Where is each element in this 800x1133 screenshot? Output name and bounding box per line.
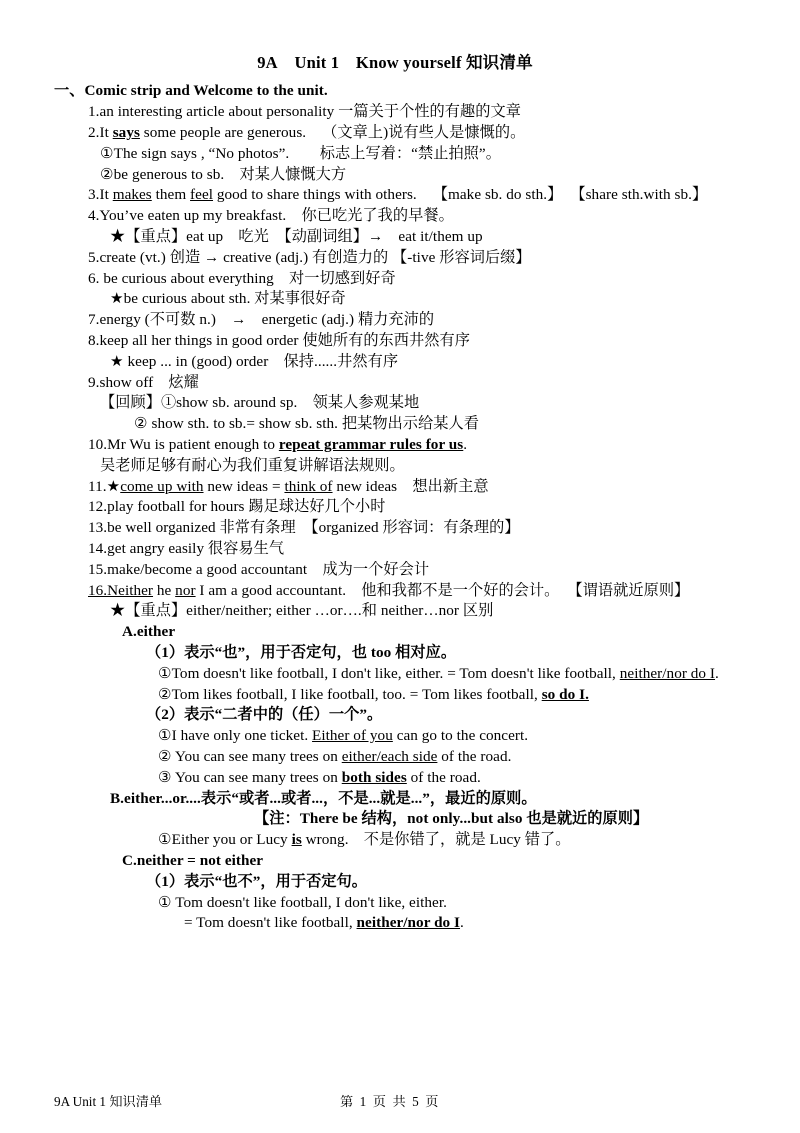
list-item — [54, 312, 782, 327]
emphasis-both-sides: both sides — [341, 768, 407, 786]
list-item — [54, 458, 782, 473]
emphasis-think-of: think of — [284, 477, 333, 495]
item-text: ② show sth. to sb.= show sb. sth. 把某物出示给某人看 — [134, 415, 479, 433]
example-text-part: ①I have only one ticket. — [158, 727, 313, 745]
example-item — [54, 770, 782, 785]
emphasis-either-each-side: either/each side — [341, 747, 438, 765]
footer-document-label: 9A Unit 1 知识清单 — [54, 1094, 163, 1109]
list-item — [54, 250, 782, 265]
list-item — [54, 229, 782, 244]
list-item — [54, 416, 782, 431]
list-item — [54, 333, 782, 348]
example-item — [54, 728, 782, 743]
subsection-c — [54, 853, 782, 868]
list-item — [54, 375, 782, 390]
item-text: ①The sign says , “No photos”. 标志上写着：“禁止拍照”。 — [100, 144, 501, 162]
example-text-part: of the road. — [406, 768, 481, 786]
emphasis-neither-nor-do-i-2: neither/nor do I — [356, 914, 461, 932]
list-item — [54, 437, 782, 452]
emphasis-nor: nor — [175, 581, 196, 599]
emphasis-either-of-you: Either of you — [312, 727, 393, 745]
example-item — [54, 687, 782, 702]
example-item — [54, 832, 782, 847]
rule-item — [54, 874, 782, 889]
item-text: 8.keep all her things in good order 使她所有的东西井然有序 — [88, 332, 470, 349]
item-text: 12.play football for hours 踢足球达好几个小时 — [88, 498, 386, 516]
item-text-part: 【谓语就近原则】 — [567, 581, 690, 599]
subsection-b-label: B.either...or....表示“或者...或者...，不是...就是...”，最近的原则。 — [110, 789, 537, 807]
emphasis-says: says — [112, 124, 140, 142]
item-text: ②be generous to sb. 对某人慷慨大方 — [100, 165, 347, 183]
list-item — [54, 603, 782, 618]
item-text-part: them — [151, 186, 191, 204]
list-item — [54, 104, 782, 119]
example-text-part: ①Either you or Lucy — [158, 831, 292, 849]
footer-page-number: 第 1 页 共 5 页 — [340, 1094, 441, 1109]
list-item — [54, 583, 782, 598]
rule-item — [54, 645, 782, 660]
item-text: 4.You’ve eaten up my breakfast. 你已吃光了我的早餐。 — [88, 207, 454, 225]
emphasis-is: is — [291, 831, 302, 849]
page-footer — [0, 1091, 800, 1111]
item-text: 吴老师足够有耐心为我们重复讲解语法规则。 — [100, 456, 405, 474]
subsection-b — [54, 791, 782, 806]
subsection-c-label: C.neither = not either — [122, 851, 264, 869]
emphasis-neither: 16.Neither — [88, 581, 154, 599]
emphasis-repeat-grammar-rules: repeat grammar rules for us — [278, 435, 464, 453]
item-text: 7.energy (不可数 n.) → energetic (adj.) 精力充沛的 — [88, 311, 435, 329]
note-text: 【注：There be 结构，not only...but also 也是就近的原则】 — [254, 810, 649, 828]
example-text-part: . — [460, 914, 464, 932]
emphasis-makes: makes — [112, 186, 152, 204]
subsection-a — [54, 624, 782, 639]
item-text-part: （文章上)说有些人是慷慨的。 — [322, 124, 526, 142]
example-text-part: wrong. 不是你错了，就是 Lucy 错了。 — [301, 831, 571, 849]
item-text-part: 【share sth.with sb.】 — [570, 186, 708, 204]
item-text-part: . — [463, 435, 468, 453]
note-item — [54, 811, 782, 826]
item-text-part: he — [153, 581, 176, 599]
example-text-part: of the road. — [437, 747, 512, 765]
rule-text: （1）表示“也”，用于否定句，也 too 相对应。 — [146, 643, 457, 661]
item-text-part: new ideas = — [203, 477, 285, 495]
item-text: 13.be well organized 非常有条理 【organized 形容词：有条理的】 — [88, 519, 520, 537]
subsection-a-label: A.either — [122, 623, 176, 641]
list-item — [54, 395, 782, 410]
example-text-part: can go to the concert. — [392, 727, 529, 745]
rule-text: （2）表示“二者中的（任）一个”。 — [146, 706, 383, 724]
item-text: 【回顾】①show sb. around sp. 领某人参观某地 — [100, 394, 420, 412]
item-text: 1.an interesting article about personality 一篇关于个性的有趣的文章 — [88, 103, 521, 121]
list-item — [54, 499, 782, 514]
item-text: ★be curious about sth. 对某事很好奇 — [110, 290, 346, 308]
section-heading — [54, 83, 782, 98]
item-text-part: 2.It — [88, 124, 113, 142]
list-item — [54, 271, 782, 286]
item-text-part: I am a good accountant. 他和我都不是一个好的会计。 — [195, 581, 560, 599]
list-item — [54, 354, 782, 369]
item-text: 15.make/become a good accountant 成为一个好会计 — [88, 560, 430, 578]
emphasis-come-up-with: come up with — [120, 477, 204, 495]
list-item — [54, 541, 782, 556]
document-body — [0, 83, 800, 930]
emphasis-neither-nor-do-i: neither/nor do I — [619, 664, 716, 682]
item-text-part: 【make sb. do sth.】 — [432, 186, 563, 204]
rule-text: （1）表示“也不”，用于否定句。 — [146, 872, 368, 890]
list-item — [54, 146, 782, 161]
rule-item — [54, 707, 782, 722]
item-text-part: 11.★ — [88, 477, 121, 495]
list-item — [54, 562, 782, 577]
example-text-part: . — [715, 664, 719, 682]
example-text: ① Tom doesn't like football, I don't like, either. — [158, 893, 447, 911]
list-item — [54, 125, 782, 140]
example-text-part: = Tom doesn't like football, — [184, 914, 357, 932]
list-item — [54, 520, 782, 535]
item-text: 14.get angry easily 很容易生气 — [88, 539, 285, 557]
example-text-part: ③ You can see many trees on — [158, 768, 342, 786]
example-text-part: ② You can see many trees on — [158, 747, 342, 765]
list-item — [54, 208, 782, 223]
item-text: 6. be curious about everything 对一切感到好奇 — [88, 269, 396, 287]
item-text-part: some people are generous. — [139, 124, 307, 142]
list-item — [54, 167, 782, 182]
emphasis-so-do-i: so do I. — [541, 685, 589, 703]
example-item — [54, 915, 782, 930]
page-title: 9A Unit 1 Know yourself 知识清单 — [257, 53, 533, 72]
example-item — [54, 895, 782, 910]
emphasis-feel: feel — [190, 186, 214, 204]
example-item — [54, 749, 782, 764]
example-text-part: ①Tom doesn't like football, I don't like, either. = Tom doesn't like football, — [158, 664, 620, 682]
item-text-part: new ideas 想出新主意 — [332, 477, 489, 495]
list-item — [54, 187, 782, 202]
item-text: ★ keep ... in (good) order 保持......井然有序 — [110, 352, 399, 370]
list-item — [54, 479, 782, 494]
item-text: ★【重点】eat up 吃光 【动副词组】→ eat it/them up — [110, 228, 483, 246]
item-text: 5.create (vt.) 创造 → creative (adj.) 有创造力的 【-tive 形容词后缀】 — [88, 248, 531, 266]
example-item — [54, 666, 782, 681]
item-text: 9.show off 炫耀 — [88, 373, 199, 391]
item-text-part: 10.Mr Wu is patient enough to — [88, 435, 279, 453]
item-text-part: good to share things with others. — [213, 186, 417, 204]
example-text-part: ②Tom likes football, I like football, too. = Tom likes football, — [158, 685, 542, 703]
list-item — [54, 291, 782, 306]
item-text-part: 3.It — [88, 186, 113, 204]
section-heading-text: 一、Comic strip and Welcome to the unit. — [54, 82, 328, 100]
item-text: ★【重点】either/neither; either …or….和 neither…nor 区别 — [110, 602, 494, 620]
